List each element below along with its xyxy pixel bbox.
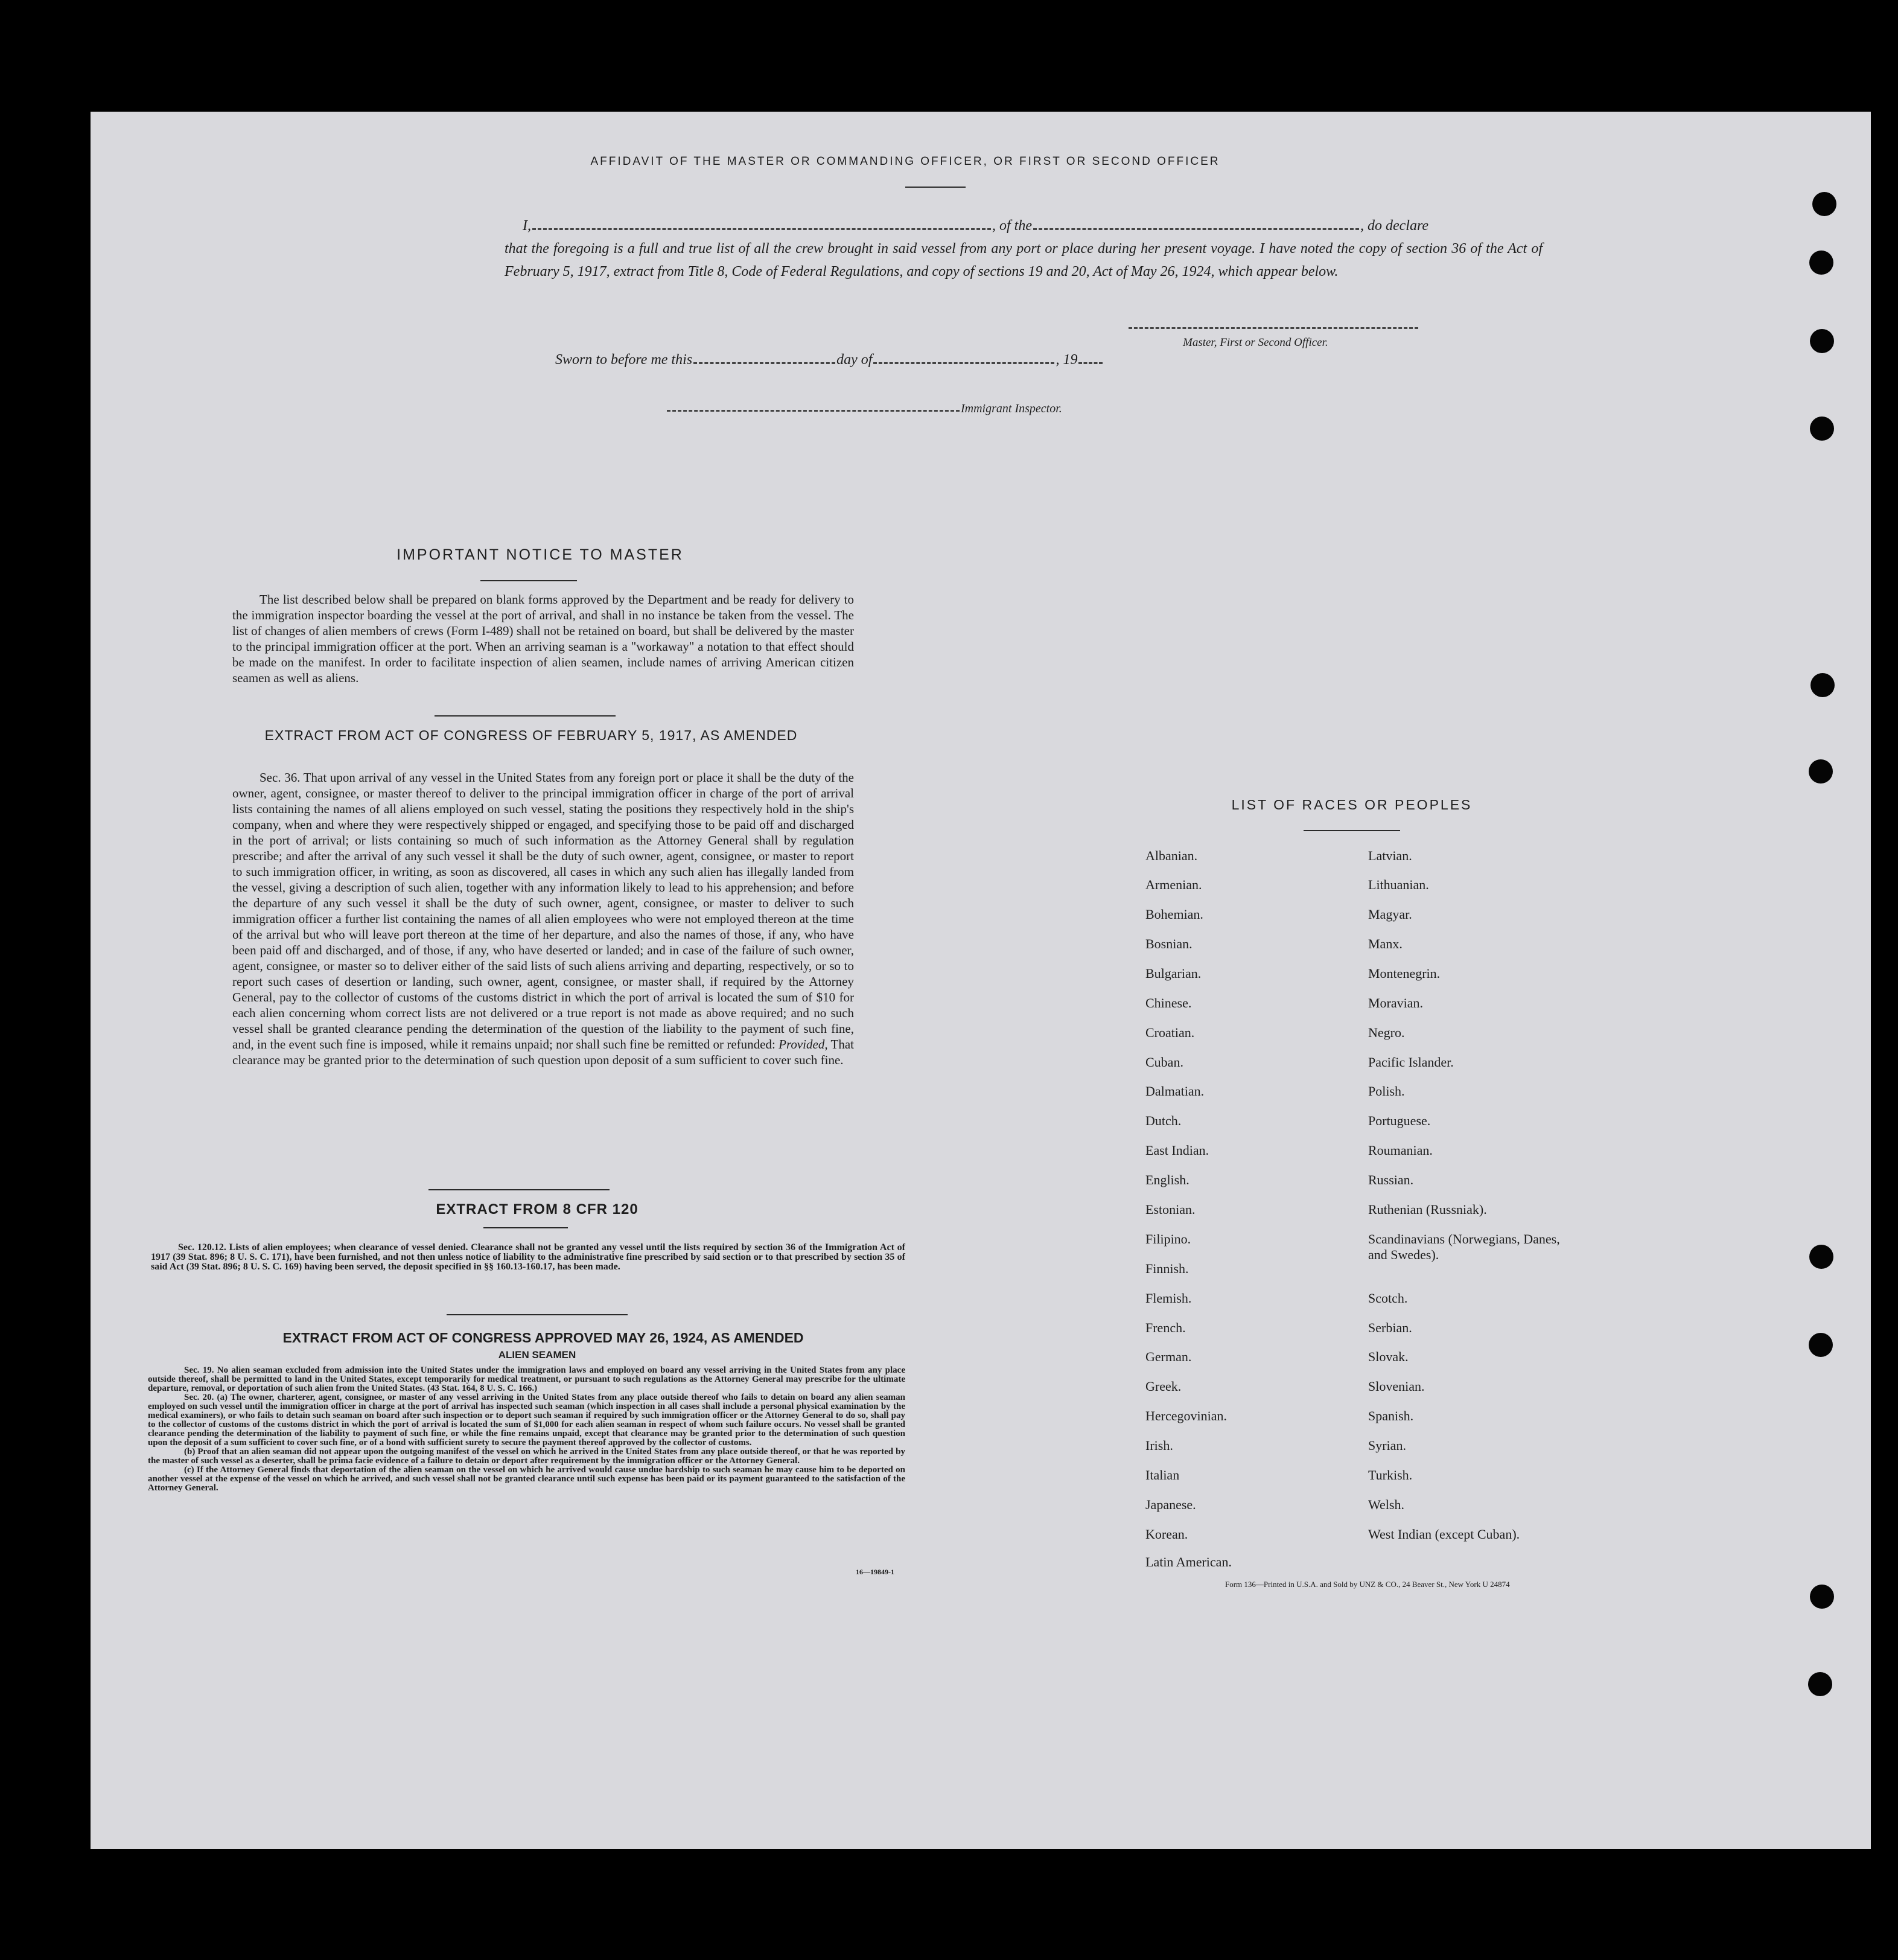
race-item: Spanish. (1368, 1408, 1414, 1423)
race-item: Slovak. (1368, 1349, 1409, 1364)
race-item: Roumanian. (1368, 1143, 1433, 1158)
sworn-label: Sworn to before me this (555, 352, 693, 368)
provided-label: Provided, (779, 1037, 828, 1052)
divider (480, 580, 577, 581)
affidavit-title: AFFIDAVIT OF THE MASTER OR COMMANDING OFFICER, OR FIRST OR SECOND OFFICER (590, 155, 1220, 168)
sworn-day-blank[interactable] (693, 362, 835, 364)
race-item: Pacific Islander. (1368, 1055, 1454, 1070)
race-item: Montenegrin. (1368, 966, 1441, 981)
race-item: Italian (1145, 1467, 1180, 1483)
sec-120-label: Sec. 120.12. (178, 1242, 226, 1253)
extract-cfr-body (151, 1243, 905, 1272)
race-item: Negro. (1368, 1025, 1405, 1040)
notice-body: The list described below shall be prepared on blank forms approved by the Department and be ready for delivery to the immigration inspector boarding the vessel at the port of arrival, and shall in no instance be taken from the vessel. The list of changes of alien members of crews (Form I-489) shall not be retained on board, but shall be delivered by the master to the principal immigration officer at the port. When an arriving seaman is a "workaway" a notation to that effect should be made on the manifest. In order to facilitate inspection of alien seamen, include names of arriving American citizen seamen as well as aliens. (232, 592, 854, 685)
race-item: Welsh. (1368, 1497, 1404, 1512)
punch-hole (1809, 251, 1833, 275)
race-item: Chinese. (1145, 995, 1192, 1010)
divider (428, 1189, 610, 1190)
alien-seamen-subheading: ALIEN SEAMEN (498, 1349, 576, 1361)
race-item: Manx. (1368, 936, 1403, 951)
races-heading: LIST OF RACES OR PEOPLES (1231, 797, 1473, 812)
race-item: Dalmatian. (1145, 1084, 1205, 1099)
affidavit-i-label: I, (523, 218, 531, 234)
sec-36-text-end: That clearance may be granted prior to the determination of such question upon deposit of a sum sufficient to cover such fine. (232, 1037, 855, 1067)
punch-hole (1809, 759, 1833, 784)
master-signature-line[interactable] (1129, 327, 1418, 329)
race-item: Serbian. (1368, 1320, 1412, 1335)
punch-hole (1808, 1672, 1832, 1696)
race-item: Scandinavians (Norwegians, Danes, and Swedes). (1368, 1231, 1560, 1262)
punch-hole (1810, 1585, 1834, 1609)
sworn-month-blank[interactable] (873, 362, 1054, 364)
race-item: Magyar. (1368, 907, 1412, 922)
form-printer-line: Form 136—Printed in U.S.A. and Sold by UNZ & CO., 24 Beaver St., New York U 24874 (1225, 1580, 1510, 1589)
form-code: 16—19849-1 (856, 1568, 894, 1576)
punch-hole (1812, 192, 1836, 216)
affidavit-body: that the foregoing is a full and true list of all the crew brought in said vessel from any port or place during her present voyage. I have noted the copy of section 36 of the Act of February 5, 1917, extract from Title 8, Code of Federal Regulations, and copy of sections 19 and 20, Act of May 26, 1924, which appear below. (505, 241, 1543, 279)
race-item: West Indian (except Cuban). (1368, 1527, 1520, 1542)
race-item: Turkish. (1368, 1467, 1413, 1483)
race-item: Syrian. (1368, 1438, 1406, 1453)
extract-1917-heading: EXTRACT FROM ACT OF CONGRESS OF FEBRUARY 5, 1917, AS AMENDED (264, 727, 798, 743)
race-item: Estonian. (1145, 1202, 1196, 1217)
race-item: Bulgarian. (1145, 966, 1202, 981)
punch-hole (1810, 329, 1834, 353)
race-item: Japanese. (1145, 1497, 1196, 1512)
race-item: Portuguese. (1368, 1113, 1431, 1128)
race-item: Korean. (1145, 1527, 1188, 1542)
divider (435, 715, 616, 717)
race-item: Hercegovinian. (1145, 1408, 1227, 1423)
divider (483, 1227, 568, 1228)
affidavit-of-the-label: , of the (992, 218, 1032, 234)
race-item: Irish. (1145, 1438, 1173, 1453)
extract-1924-heading: EXTRACT FROM ACT OF CONGRESS APPROVED MAY 26, 1924, AS AMENDED (282, 1330, 804, 1346)
sec-20b-text: (b) Proof that an alien seaman did not appear upon the outgoing manifest of the vessel on which he arrived in the United States from any place outside thereof, or that he was reported by the master of such vessel as a deserter, shall be prima facie evidence of a failure to detain or deport after requirement by the immigration officer or the Attorney General. (148, 1447, 905, 1466)
punch-hole (1809, 1245, 1833, 1269)
sworn-line (555, 352, 1104, 368)
race-item: Scotch. (1368, 1291, 1408, 1306)
name-blank[interactable] (532, 228, 991, 230)
vessel-blank[interactable] (1033, 228, 1359, 230)
day-of-label: day of (836, 352, 873, 368)
affidavit-declaration-line (505, 214, 1543, 237)
year-label: , 19 (1056, 352, 1078, 368)
race-item: Latin American. (1145, 1554, 1232, 1569)
race-item: Latvian. (1368, 848, 1412, 863)
extract-1924-body (148, 1366, 905, 1493)
extract-cfr-heading: EXTRACT FROM 8 CFR 120 (436, 1201, 639, 1218)
sec-36-label: Sec. 36. (260, 770, 301, 785)
race-item: Albanian. (1145, 848, 1198, 863)
affidavit-declare-label: , do declare (1360, 218, 1429, 234)
race-item: Croatian. (1145, 1025, 1195, 1040)
divider (1304, 830, 1400, 831)
divider (447, 1314, 628, 1315)
race-item: Lithuanian. (1368, 877, 1429, 892)
race-item: Cuban. (1145, 1055, 1183, 1070)
race-item: Greek. (1145, 1379, 1182, 1394)
race-item: Russian. (1368, 1172, 1414, 1187)
notice-heading: IMPORTANT NOTICE TO MASTER (396, 546, 684, 563)
inspector-signature-line[interactable] (667, 410, 960, 412)
extract-1917-body (232, 770, 854, 1068)
race-item: Bohemian. (1145, 907, 1203, 922)
sec-20a-text: Sec. 20. (a) The owner, charterer, agent, consignee, or master of any vessel arriving in the United States from any place outside thereof who fails to detain on board any alien seaman employed on such vessel until the immigration officer in charge at the port of arrival has inspected such seaman (which inspection in all cases shall include a personal physical examination by the medical examiners), or who fails to detain such seaman on board after such inspection or to deport such seaman if required by such immigration officer or the Attorney General to do so, shall pay to the collector of customs of the customs district in which the port of arrival is located the sum of $1,000 for each alien seaman in respect of whom such failure occurs. No vessel shall be granted clearance pending the determination of the liability to payment of such fine, or while the fine remains unpaid, except that clearance may be granted prior to the determination of such question upon the deposit of a sum sufficient to cover such fine, or of a bond with sufficient surety to secure the payment thereof approved by the collector of customs. (148, 1393, 905, 1448)
race-item: German. (1145, 1349, 1192, 1364)
sec-20c-text: (c) If the Attorney General finds that deportation of the alien seaman on the vessel on which he arrived would cause undue hardship to such seaman he may cause him to be deported on another vessel at the expense of the vessel on which he arrived, and such vessel shall not be granted clearance until such expense has been paid or its payment guaranteed to the satisfaction of the Attorney General. (148, 1465, 905, 1493)
race-item: Finnish. (1145, 1261, 1189, 1276)
race-item: Flemish. (1145, 1291, 1192, 1306)
divider (905, 187, 966, 188)
master-caption: Master, First or Second Officer. (1183, 336, 1328, 349)
punch-hole (1810, 417, 1834, 441)
punch-hole (1809, 1333, 1833, 1357)
race-item: French. (1145, 1320, 1186, 1335)
sec-19-text: Sec. 19. No alien seaman excluded from admission into the United States under the immigration laws and employed on board any vessel arriving in the United States from any place outside thereof, shall be permitted to land in the United States, except temporarily for medical treatment, or pursuant to such regulations as the Attorney General may prescribe for the ultimate departure, removal, or deportation of such alien from the United States. (43 Stat. 164, 8 U. S. C. 166.) (148, 1365, 905, 1393)
sec-36-text: That upon arrival of any vessel in the United States from any foreign port or place it shall be the duty of the owner, agent, consignee, or master thereof to deliver to the principal immigration officer in charge of the port of arrival lists containing the names of all aliens employed on such vessel, stating the positions they respectively hold in the ship's company, when and where they were respectively shipped or engaged, and specifying those to be paid off and discharged in the port of arrival; or lists containing so much of such information as the Attorney General shall by regulation prescribe; and after the arrival of any such vessel it shall be the duty of such owner, agent, consignee, or master to report to such immigration officer, in writing, as soon as discovered, all cases in which any such alien has illegally landed from the vessel, giving a description of such alien, together with any information likely to lead to his apprehension; and before the departure of any such vessel it shall be the duty of such owner, agent, consignee, or master to deliver to such immigration officer a further list containing the names of all alien employees who were not employed thereon at the time of the arrival but who will leave port thereon at the time of her departure, and also the names of those, if any, who have been paid off and discharged, and of those, if any, who have deserted or landed; and in case of the failure of such owner, agent, consignee, or master so to deliver either of the said lists of such aliens arriving and departing, respectively, or so to report such cases of desertion or landing, such owner, agent, consignee, or master shall, if required by the Attorney General, pay to the collector of customs of the customs district in which the port of arrival is located the sum of $10 for each alien concerning whom correct lists are not delivered or a true report is not made as above required; and no such vessel shall be granted clearance pending the determination of the question of the liability to the payment of such fine, and, in the event such fine is imposed, while it remains unpaid; nor shall such fine be remitted or refunded: (232, 770, 854, 1052)
sec-120-text: Lists of alien employees; when clearance of vessel denied. Clearance shall not be granted any vessel until the lists required by section 36 of the Immigration Act of 1917 (39 Stat. 896; 8 U. S. C. 171), have been furnished, and not then unless notice of liability to the administrative fine prescribed by said section or to that prescribed by section 35 of said Act (39 Stat. 896; 8 U. S. C. 169) having been served, the deposit specified in §§ 160.13-160.17, has been made. (151, 1242, 905, 1272)
inspector-caption: Immigrant Inspector. (961, 402, 1062, 415)
race-item: East Indian. (1145, 1143, 1209, 1158)
race-item: Armenian. (1145, 877, 1202, 892)
race-item: Ruthenian (Russniak). (1368, 1202, 1487, 1217)
document-page (91, 112, 1871, 1849)
race-item: Slovenian. (1368, 1379, 1425, 1394)
race-item: English. (1145, 1172, 1189, 1187)
punch-hole (1810, 673, 1835, 697)
race-item: Dutch. (1145, 1113, 1182, 1128)
race-item: Filipino. (1145, 1231, 1191, 1247)
sworn-year-blank[interactable] (1078, 362, 1103, 364)
race-item: Polish. (1368, 1084, 1405, 1099)
race-item: Moravian. (1368, 995, 1424, 1010)
race-item: Bosnian. (1145, 936, 1193, 951)
